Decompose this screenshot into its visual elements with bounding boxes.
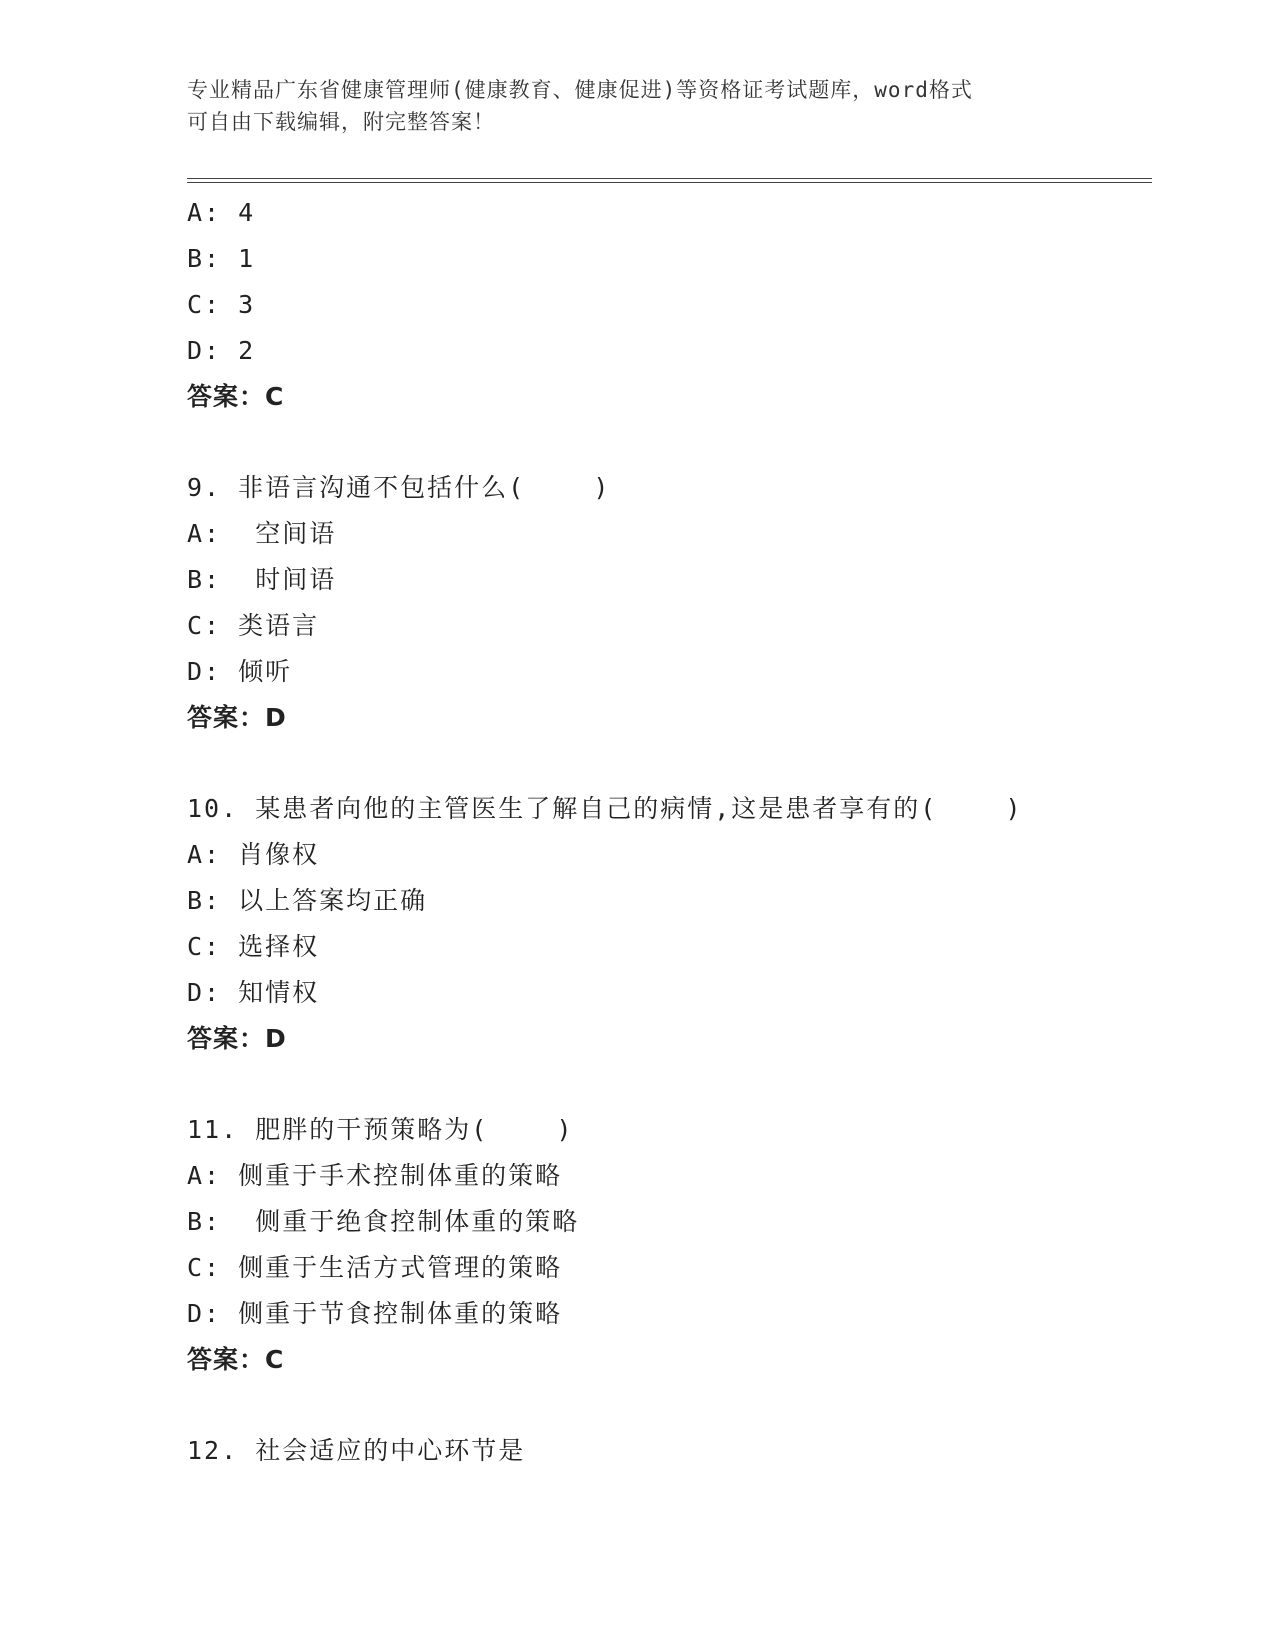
option-a: A: 空间语: [187, 519, 337, 548]
answer: 答案：C: [187, 1345, 285, 1374]
option-a: A: 肖像权: [187, 840, 320, 869]
question-stem: 9. 非语言沟通不包括什么( ): [187, 473, 611, 502]
question-stem: 10. 某患者向他的主管医生了解自己的病情,这是患者享有的( ): [187, 794, 1023, 823]
spacer: [187, 1062, 1152, 1107]
question-list: [187, 190, 1152, 1474]
header-line-2: 可自由下载编辑，附完整答案！: [187, 110, 495, 134]
question-stem: 11. 肥胖的干预策略为( ): [187, 1115, 574, 1144]
header-divider-top: [187, 178, 1152, 179]
option-a: A: 侧重于手术控制体重的策略: [187, 1161, 563, 1190]
spacer: [187, 420, 1152, 465]
option-b: B: 时间语: [187, 565, 337, 594]
option-d: D: 知情权: [187, 978, 320, 1007]
header-divider-bottom: [187, 182, 1152, 183]
header-line-1: 专业精品广东省健康管理师(健康教育、健康促进)等资格证考试题库，word格式: [187, 78, 973, 102]
option-c: C: 类语言: [187, 611, 320, 640]
answer: 答案：C: [187, 382, 285, 411]
question-stem: 12. 社会适应的中心环节是: [187, 1436, 526, 1465]
option-c: C: 3: [187, 290, 256, 319]
question-11: [187, 1107, 1152, 1383]
option-d: D: 侧重于节食控制体重的策略: [187, 1299, 563, 1328]
spacer: [187, 741, 1152, 786]
spacer: [187, 1383, 1152, 1428]
option-d: D: 2: [187, 336, 256, 365]
question-12: [187, 1428, 1152, 1474]
option-d: D: 倾听: [187, 657, 293, 686]
option-b: B: 1: [187, 244, 256, 273]
option-c: C: 侧重于生活方式管理的策略: [187, 1253, 563, 1282]
answer: 答案：D: [187, 703, 287, 732]
answer: 答案：D: [187, 1024, 287, 1053]
option-c: C: 选择权: [187, 932, 320, 961]
question-10: [187, 786, 1152, 1062]
question-9: [187, 465, 1152, 741]
option-a: A: 4: [187, 198, 256, 227]
document-header: [187, 74, 1067, 138]
option-b: B: 侧重于绝食控制体重的策略: [187, 1207, 580, 1236]
option-b: B: 以上答案均正确: [187, 886, 428, 915]
question-8-tail: [187, 190, 1152, 420]
